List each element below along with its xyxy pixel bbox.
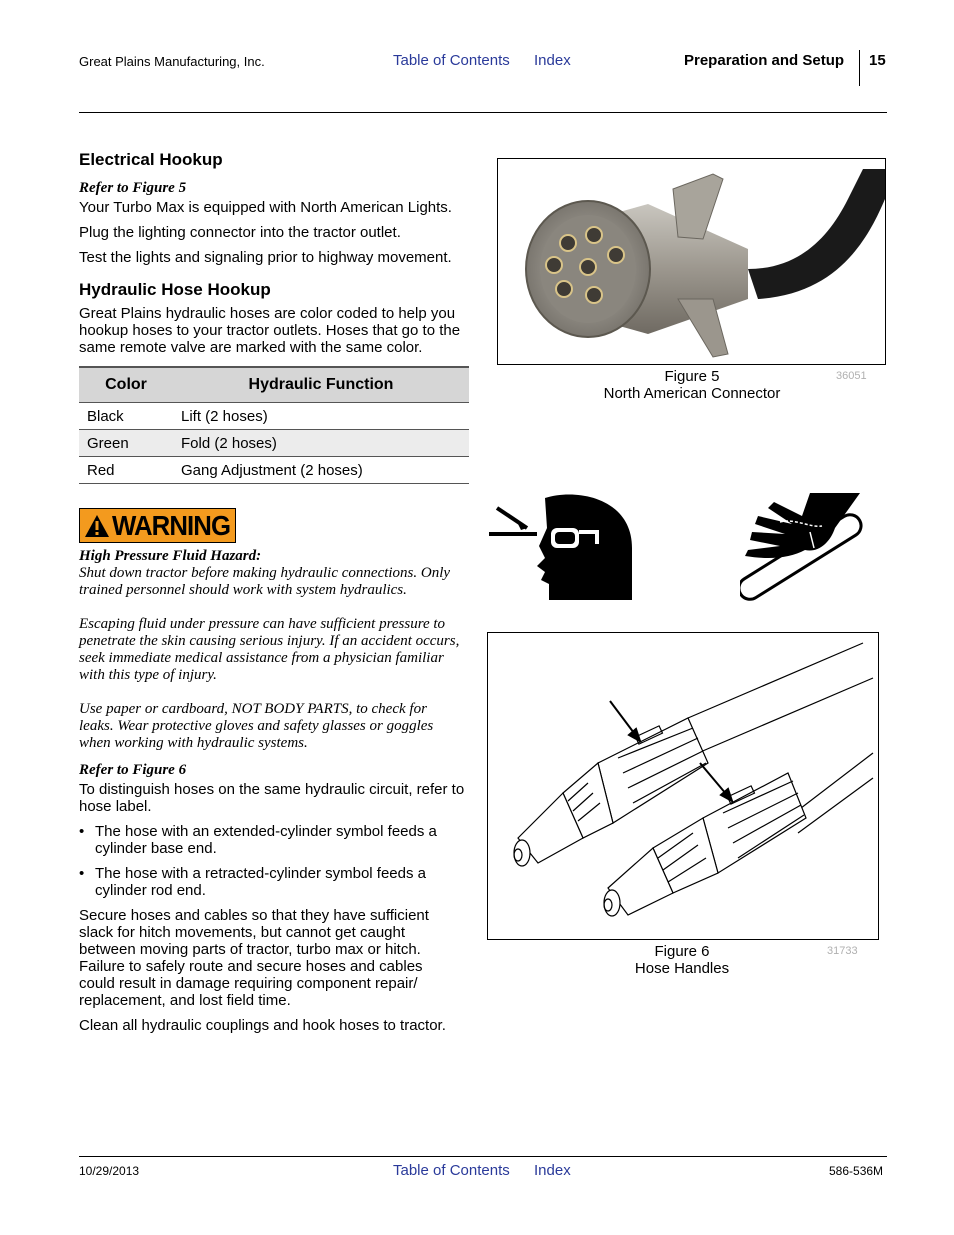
electrical-p2: Plug the lighting connector into the tractor outlet. [79,224,401,241]
warning-triangle-icon [84,514,110,538]
warning-p3: Use paper or cardboard, NOT BODY PARTS, to check for leaks. Wear protective gloves and safety glasses or goggles when working with hydraulic systems. [79,701,434,751]
hose-handles-illustration [488,633,878,939]
warning-label [79,508,236,543]
figure6-caption [487,943,877,977]
hydraulic-color-table [79,366,469,484]
hydraulic-section [79,280,474,356]
figure6-id: 31733 [827,945,858,957]
table-cell-color: Green [79,430,173,457]
table-cell-function: Fold (2 hoses) [173,430,469,457]
hoses-p1: To distinguish hoses on the same hydraulic circuit, refer to hose label. [79,781,465,815]
figure5-image [497,158,886,365]
hoses-section [79,762,469,1034]
header-rule [79,112,887,113]
electrical-refer: Refer to Figure 5 [79,180,187,196]
table-row [79,403,469,430]
figure5-caption [497,368,887,402]
list-item: • The hose with an extended-cylinder symbol feeds a cylinder base end. [79,823,437,857]
page-number: 15 [869,52,886,69]
eye-protection-icon [487,488,637,603]
figure6-number: Figure 6 [654,943,710,960]
header-divider [859,50,860,86]
figure5-title: North American Connector [603,385,781,402]
footer-rule [79,1156,887,1157]
warning-body [79,548,464,752]
table-cell-function: Lift (2 hoses) [173,403,469,430]
electrical-p1: Your Turbo Max is equipped with North American Lights. [79,199,452,216]
footer-doc-number: 586-536M [829,1164,884,1178]
hoses-refer: Refer to Figure 6 [79,762,187,778]
table-cell-color: Red [79,457,173,484]
electrical-p3: Test the lights and signaling prior to highway movement. [79,249,452,266]
table-header-color: Color [79,367,173,403]
hoses-bullet-list [79,823,469,899]
toc-link-header[interactable]: Table of Contents [393,52,510,69]
hoses-p2: Secure hoses and cables so that they have sufficient slack for hitch movements, but cannot get caught between moving parts of tractor, turbo max or hitch. Failure to safely route and secure hoses and cables could result in damage requiring component repair/ replacement, and lost field time. [79,907,429,1009]
warning-p2: Escaping fluid under pressure can have sufficient pressure to penetrate the skin causing serious injury. If an accident occurs, seek immediate medical assistance from a physician familiar with this type of injury. [79,616,460,683]
table-row [79,430,469,457]
warning-text: WARNING [112,510,231,541]
table-row [79,457,469,484]
list-item: • The hose with a retracted-cylinder symbol feeds a cylinder rod end. [79,865,426,899]
electrical-heading: Electrical Hookup [79,150,223,169]
hand-injury-icon [740,488,870,603]
hoses-p3: Clean all hydraulic couplings and hook hoses to tractor. [79,1017,446,1034]
north-american-connector-illustration [498,159,885,364]
section-title: Preparation and Setup [684,52,845,69]
warning-p1: Shut down tractor before making hydraulic connections. Only trained personnel should work with system hydraulics. [79,565,451,598]
company-name: Great Plains Manufacturing, Inc. [79,54,265,69]
table-cell-color: Black [79,403,173,430]
figure5-number: Figure 5 [664,368,720,385]
figure6-title: Hose Handles [634,960,730,977]
figure6-image [487,632,879,940]
table-cell-function: Gang Adjustment (2 hoses) [173,457,469,484]
toc-link-footer[interactable]: Table of Contents [393,1162,510,1179]
electrical-section [79,150,474,266]
index-link-header[interactable]: Index [534,52,571,69]
table-header-function: Hydraulic Function [173,367,469,403]
footer-date: 10/29/2013 [79,1164,140,1178]
warning-title: High Pressure Fluid Hazard: [79,548,262,564]
index-link-footer[interactable]: Index [534,1162,571,1179]
hydraulic-intro: Great Plains hydraulic hoses are color coded to help you hookup hoses to your tractor outlets. Hoses that go to the same remote valve are marked with the same color. [79,305,461,356]
hydraulic-heading: Hydraulic Hose Hookup [79,280,271,299]
figure5-id: 36051 [836,370,867,382]
